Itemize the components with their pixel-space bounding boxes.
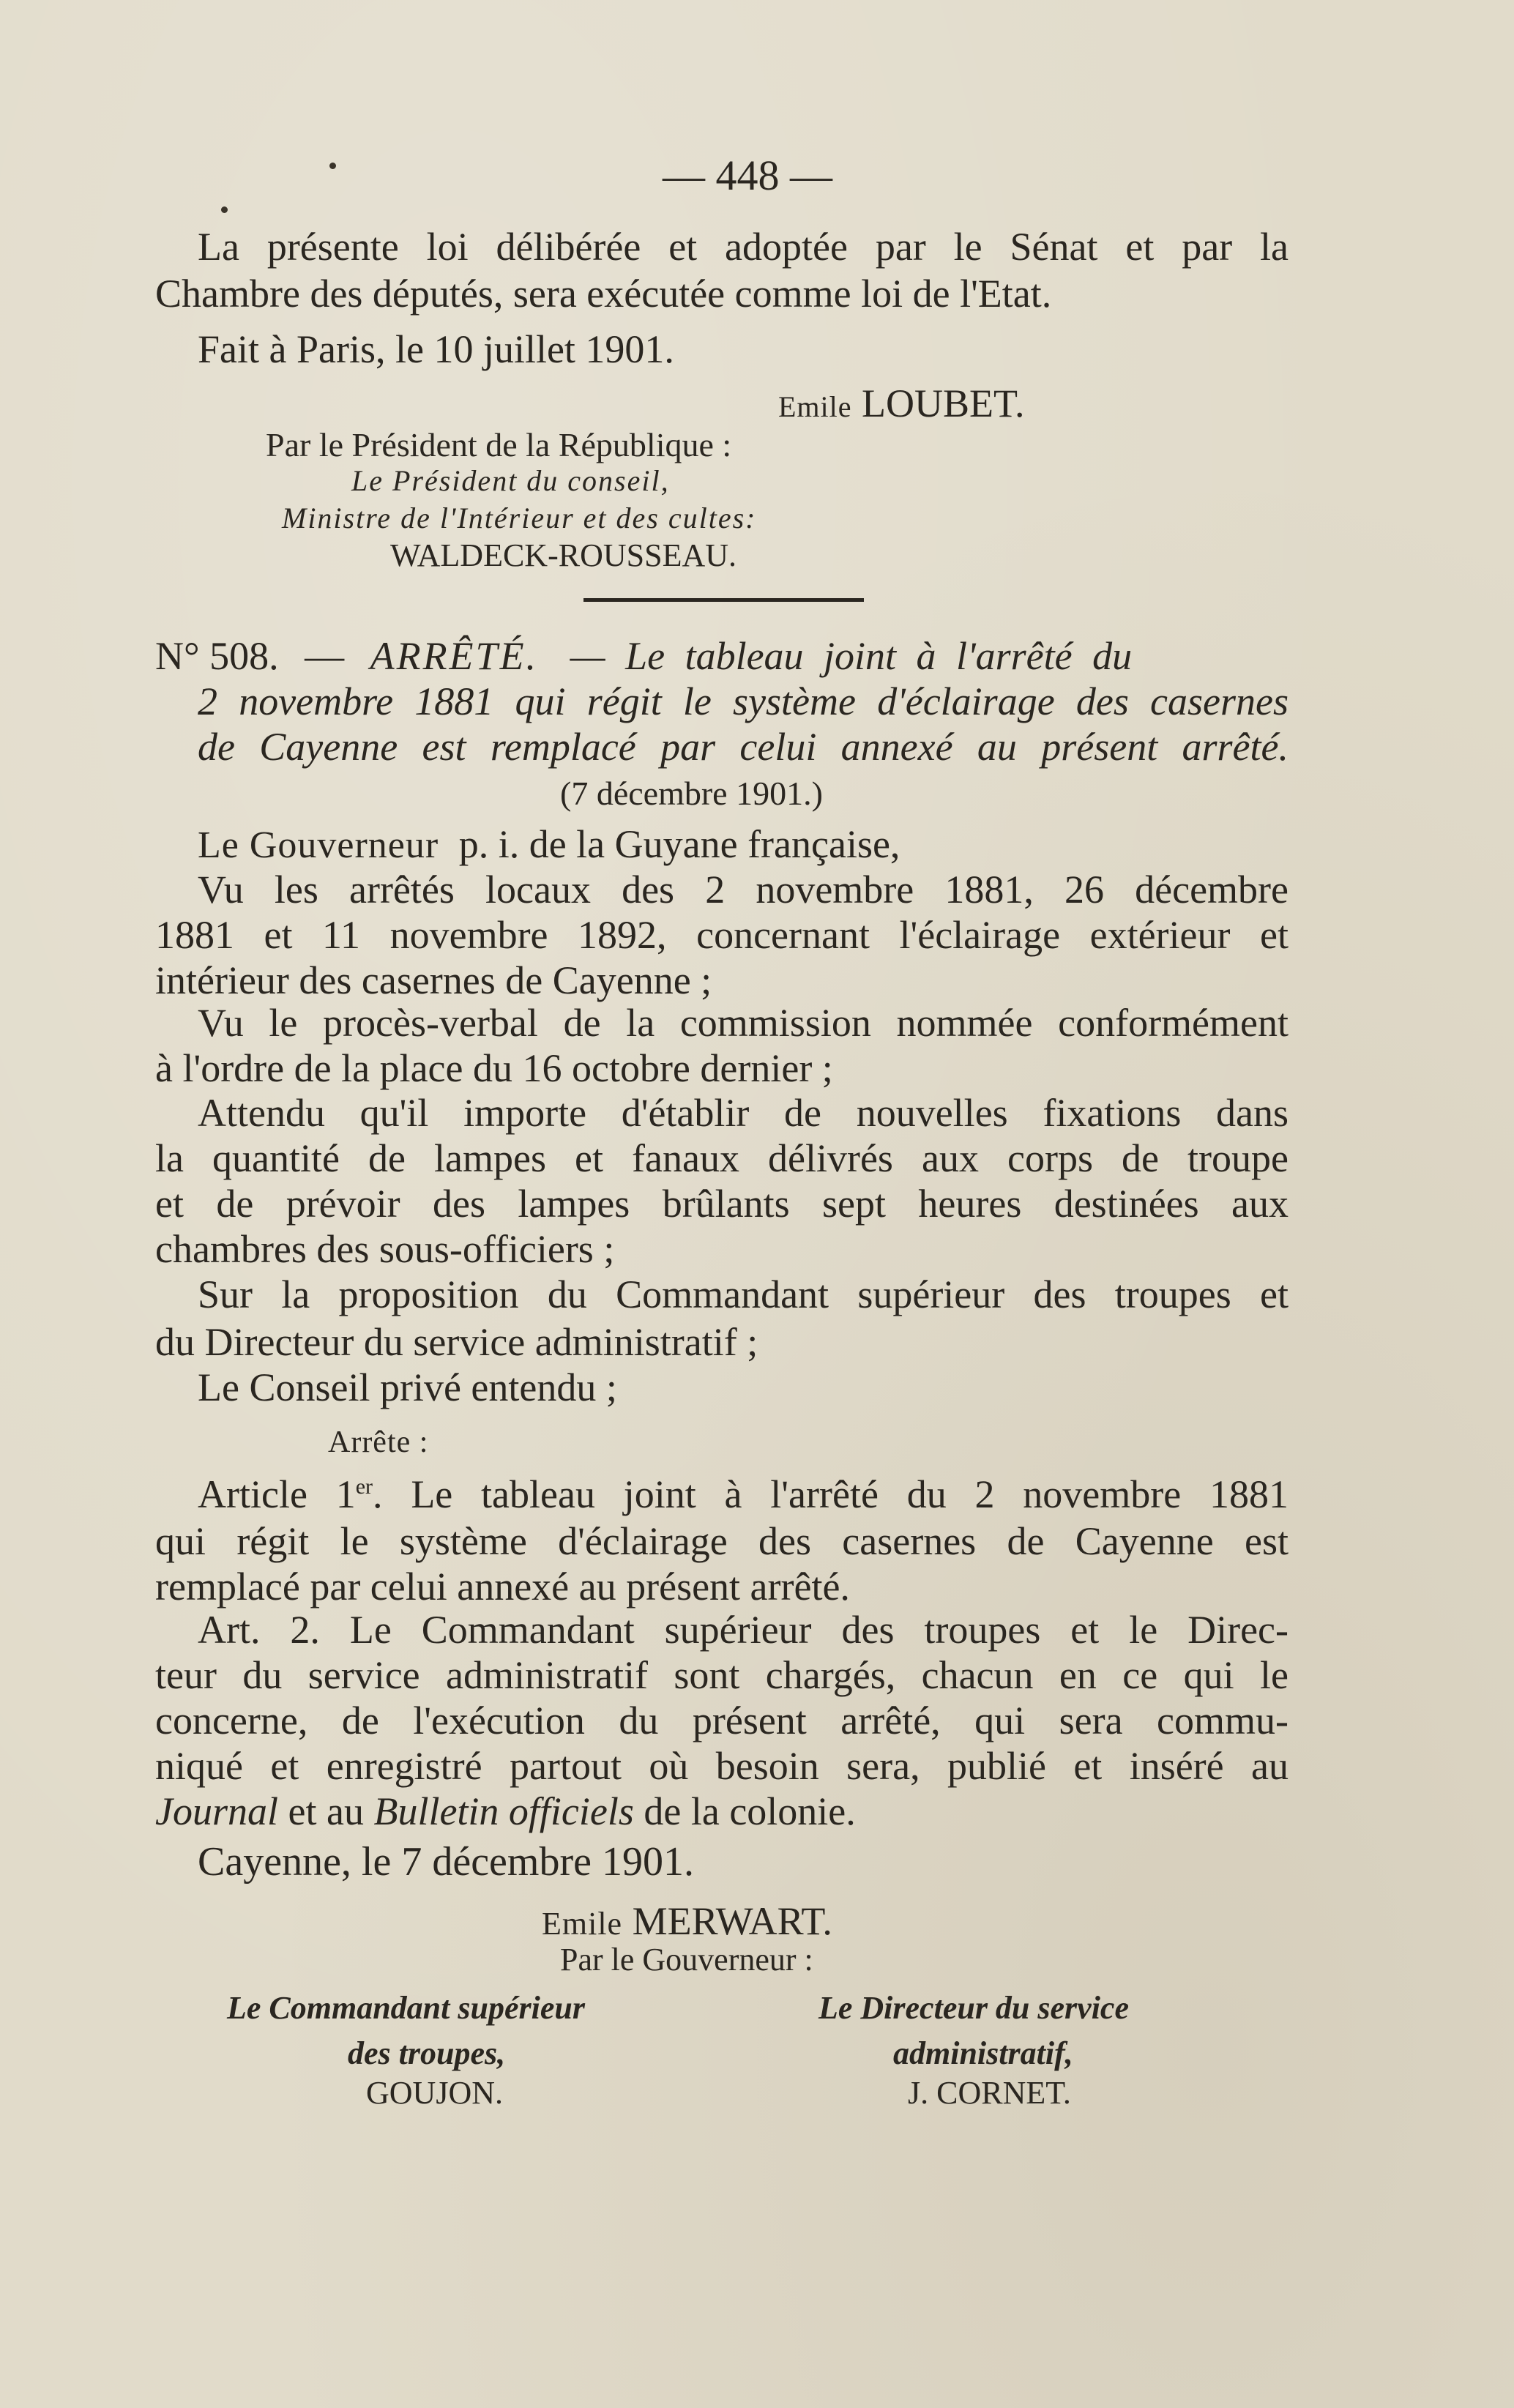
attendu-line: et de prévoir des lampes brûlants sept heures destinées aux [155,1182,1289,1226]
section-divider [583,598,864,602]
article1-line [198,1472,1289,1516]
signature-last-name: MERWART. [632,1899,832,1943]
sur-line: du Directeur du service administratif ; [155,1320,758,1364]
vu-line: Vu les arrêtés locaux des 2 novembre 1881, 26 décembre [198,868,1289,912]
law-signature [778,381,1025,429]
right-signatory-title: administratif, [893,2035,1073,2071]
par-gouverneur: Par le Gouverneur : [560,1942,813,1978]
right-signatory-name: J. CORNET. [908,2075,1071,2111]
ink-speck [221,206,228,213]
vu-line: Vu le procès-verbal de la commission nommée conformément [198,1001,1289,1045]
countersign-title: Ministre de l'Intérieur et des cultes: [282,502,757,534]
article1-line: remplacé par celui annexé au présent arrêté. [155,1565,850,1609]
conseil-line: Le Conseil privé entendu ; [198,1365,617,1409]
sur-line: Sur la proposition du Commandant supérieur des troupes et [198,1272,1289,1316]
vu-line: à l'ordre de la place du 16 octobre dernier ; [155,1046,833,1090]
article2-line: concerne, de l'exécution du présent arrêté, qui sera commu- [155,1699,1289,1742]
attendu-line: chambres des sous-officiers ; [155,1227,615,1271]
law-paragraph-line: Chambre des députés, sera exécutée comme loi de l'Etat. [155,272,1052,316]
arrete-summary: — Le tableau joint à l'arrêté du [570,634,1133,678]
arrete-summary-line: de Cayenne est remplacé par celui annexé au présent arrêté. [198,725,1289,769]
law-date-line: Fait à Paris, le 10 juillet 1901. [198,327,674,371]
countersign-name: WALDECK-ROUSSEAU. [390,537,737,573]
vu-line: intérieur des casernes de Cayenne ; [155,958,712,1002]
article1-line: qui régit le système d'éclairage des casernes de Cayenne est [155,1519,1289,1563]
gouverneur-title: Le Gouverneur [198,824,439,866]
law-paragraph-line: La présente loi délibérée et adoptée par le Sénat et par la [198,225,1289,269]
arrete-heading: Arrête : [328,1425,429,1459]
arrete-number: N° 508. [155,634,279,678]
attendu-line: Attendu qu'il importe d'établir de nouvelles fixations dans [198,1091,1289,1135]
arrete-date: (7 décembre 1901.) [560,775,823,812]
article2-line: teur du service administratif sont chargés, chacun en ce qui le [155,1653,1289,1697]
article1-sup: er [355,1475,373,1499]
ink-speck [329,163,336,169]
arrete-kind: ARRÊTÉ. [370,634,539,678]
article2-text: et au [278,1789,374,1833]
article2-line: Art. 2. Le Commandant supérieur des troupes et le Direc- [198,1608,1289,1652]
vu-line: 1881 et 11 novembre 1892, concernant l'éclairage extérieur et [155,913,1289,957]
article2-line [155,1789,856,1833]
arrete-header-line [155,634,1289,678]
right-signatory-title: Le Directeur du service [818,1990,1129,2026]
signature-first-name: Emile [778,390,852,423]
page-number: — 448 — [663,152,832,199]
signature-last-name: LOUBET. [862,381,1025,425]
article1-label: Article 1 [198,1472,356,1516]
left-signatory-title: Le Commandant supérieur [227,1990,585,2026]
countersign-intro: Par le Président de la République : [266,426,732,463]
arrete-summary-line: 2 novembre 1881 qui régit le système d'éclairage des casernes [198,679,1289,723]
signature-first-name: Emile [542,1906,623,1942]
article1-text: . Le tableau joint à l'arrêté du 2 novembre 1881 [373,1472,1289,1516]
left-signatory-title: des troupes, [348,2035,506,2071]
gouverneur-line [198,822,900,868]
gouverneur-rest: p. i. de la Guyane française, [458,822,900,866]
journal-title: Journal [155,1789,278,1833]
left-signatory-name: GOUJON. [366,2075,503,2111]
governor-signature [542,1899,832,1946]
arrete-dash: — [305,634,345,678]
attendu-line: la quantité de lampes et fanaux délivrés aux corps de troupe [155,1136,1289,1180]
bulletin-title: Bulletin officiels [373,1789,634,1833]
countersign-title: Le Président du conseil, [351,464,670,497]
article2-line: niqué et enregistré partout où besoin sera, publié et inséré au [155,1744,1289,1788]
place-date: Cayenne, le 7 décembre 1901. [198,1839,694,1885]
article2-text: de la colonie. [633,1789,856,1833]
